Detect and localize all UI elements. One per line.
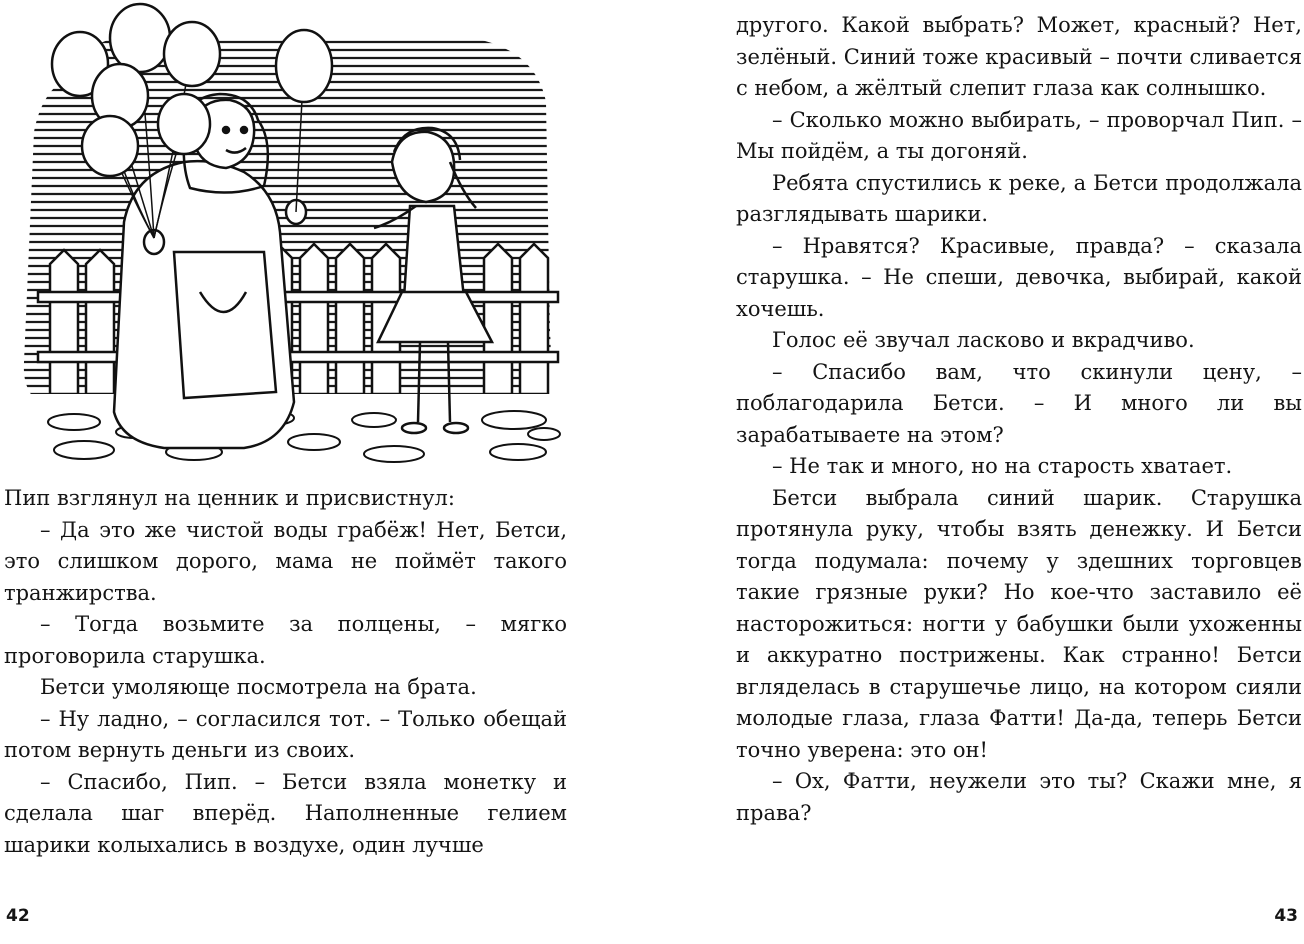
- paragraph: – Нравятся? Красивые, правда? – сказала старушка. – Не спеши, девочка, выбирай, какой хочешь.: [736, 233, 1302, 321]
- paragraph: Ребята спустились к реке, а Бетси продолжала разглядывать шарики.: [736, 170, 1302, 226]
- paragraph: – Тогда возьмите за полцены, – мягко проговорила старушка.: [4, 612, 567, 668]
- paragraph: – Сколько можно выбирать, – проворчал Пип. – Мы пойдём, а ты догоняй.: [736, 107, 1302, 163]
- balloon-seller-and-girl-illustration: [14, 2, 566, 470]
- paragraph: Бетси умоляюще посмотрела на брата.: [40, 675, 477, 699]
- paragraph: – Да это же чистой воды грабёж! Нет, Бетси, это слишком дорого, мама не поймёт такого транжирства.: [4, 517, 567, 605]
- paragraph: – Ох, Фатти, неужели это ты? Скажи мне, я права?: [736, 769, 1302, 825]
- right-page-text: [736, 10, 1302, 829]
- old-woman-figure: [114, 94, 306, 448]
- paragraph: Пип взглянул на ценник и присвистнул:: [4, 486, 455, 510]
- paragraph: – Спасибо вам, что скинули цену, – поблагодарила Бетси. – И много ли вы зарабатываете на этом?: [736, 359, 1302, 447]
- paragraph: – Не так и много, но на старость хватает.: [772, 454, 1233, 478]
- page-number-right: 43: [1274, 906, 1298, 926]
- paragraph: Голос её звучал ласково и вкрадчиво.: [772, 328, 1195, 352]
- page-number-left: 42: [6, 906, 30, 926]
- left-page-text: [4, 483, 567, 861]
- paragraph: – Ну ладно, – согласился тот. – Только обещай потом вернуть деньги из своих.: [4, 706, 567, 762]
- right-page: [652, 0, 1304, 944]
- paragraph: Бетси выбрала синий шарик. Старушка протянула руку, чтобы взять денежку. И Бетси тогда подумала: почему у здешних торговцев такие грязные руки? Но кое-что заставило её насторожиться: ногти у бабушки были ухоженны и аккуратно пострижены. Как странно! Бетси вгляделась в старушечье лицо, на котором сияли молодые глаза, глаза Фатти! Да-да, теперь Бетси точно уверена: это он!: [736, 485, 1302, 762]
- paragraph: – Спасибо, Пип. – Бетси взяла монетку и сделала шаг вперёд. Наполненные гелием шарики колыхались в воздухе, один лучше: [4, 769, 567, 857]
- paragraph: другого. Какой выбрать? Может, красный? Нет, зелёный. Синий тоже красивый – почти сливается с небом, а жёлтый слепит глаза как солнышко.: [736, 13, 1302, 100]
